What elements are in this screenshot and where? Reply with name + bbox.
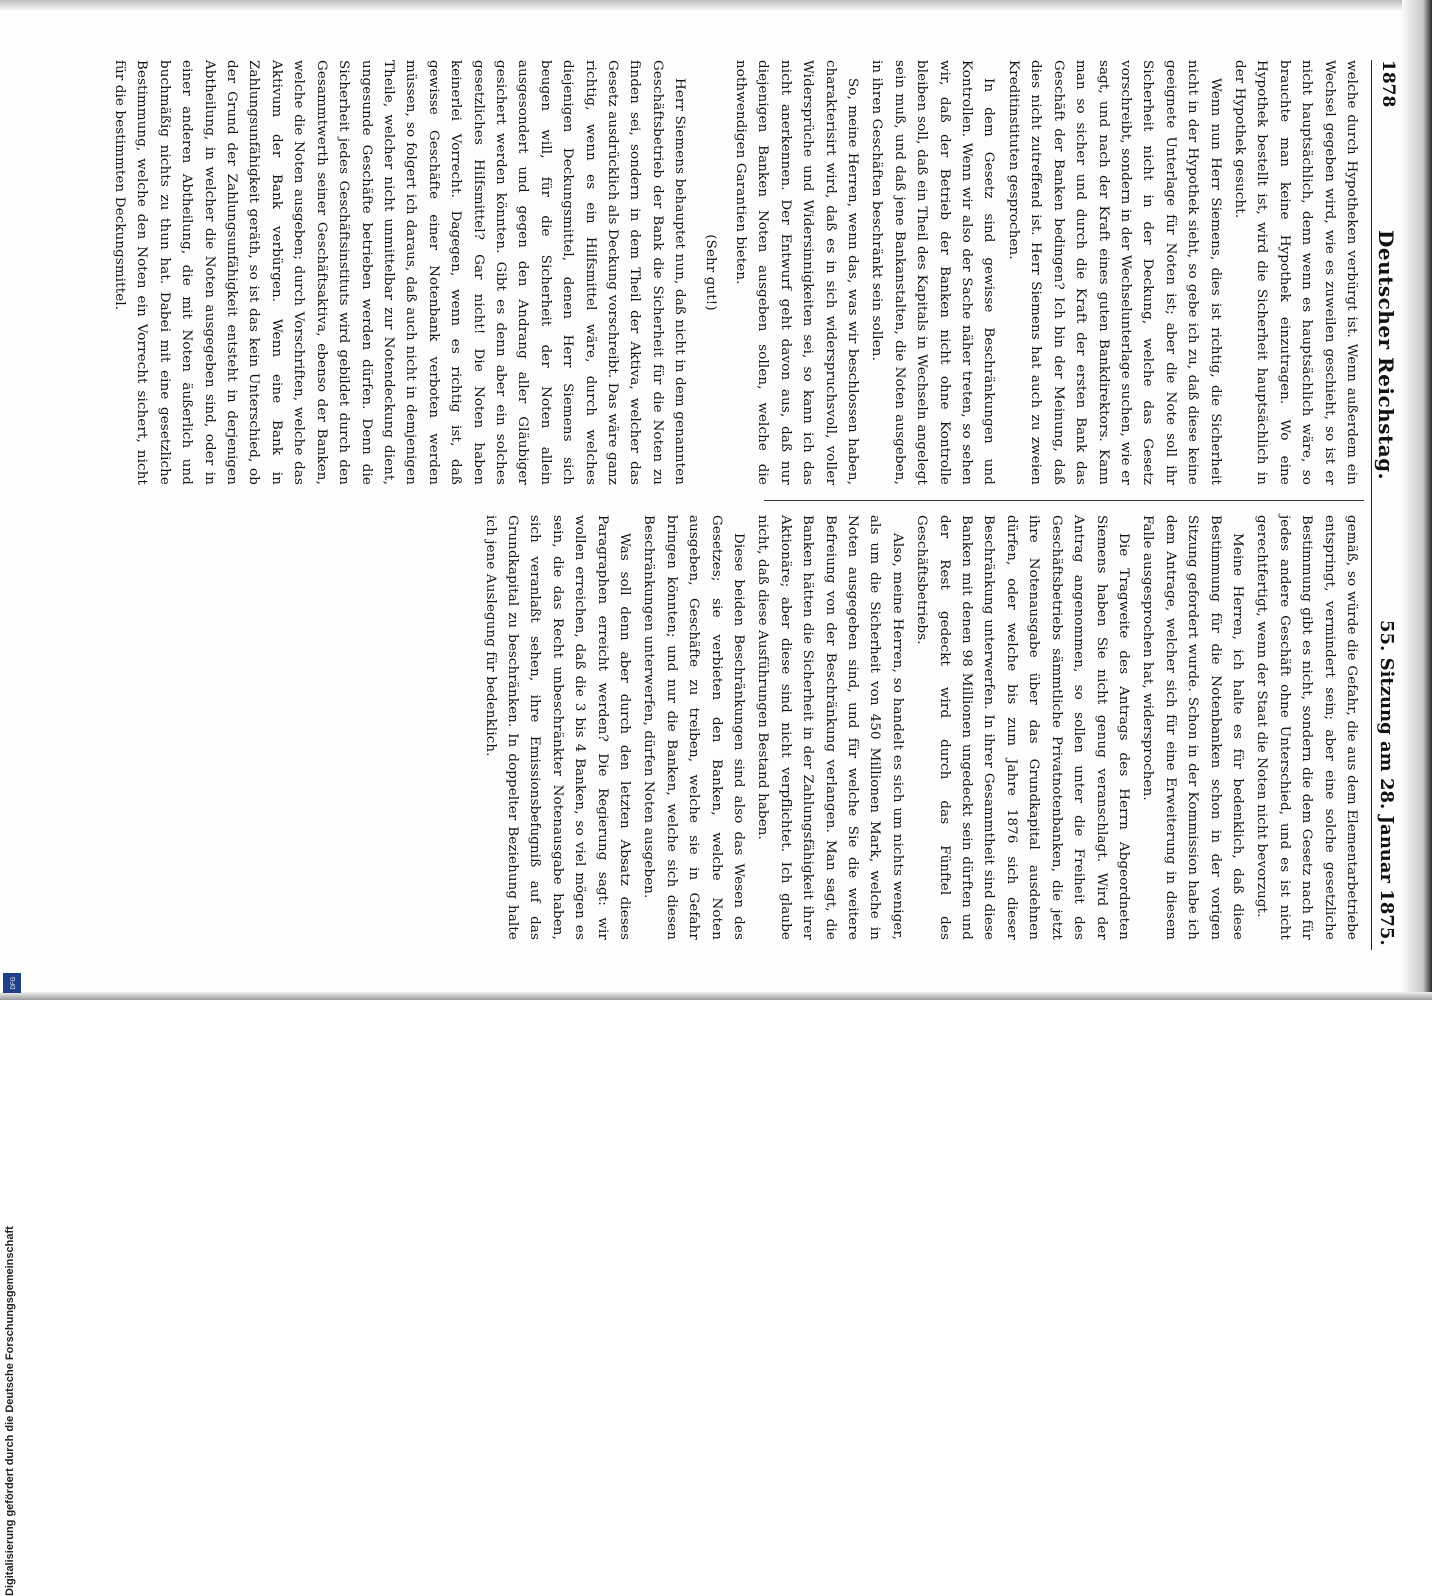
paragraph: Meine Herren, ich halte es für bedenklich, daß diese Bestimmung für die Notenbanken schon in der vorigen Sitzung gefordert wurde. Schon in der Kommission habe ich dem Antrage, welcher sich für eine Erweiterung in diesem Falle ausgesprochen hat, widersprochen.: [1140, 515, 1245, 940]
paragraph: Herr Siemens behauptet nun, daß nicht in dem genannten Geschäftsbetrieb der Bank die Sicherheit für die Noten zu finden sei, sondern in dem Theil der Aktiva, welcher das Gesetz ausdrücklich als Deckung vorschreibt. Das wäre ganz richtig, wenn es ein Hilfsmittel wäre, durch welches diejenigen Deckungsmittel, denen Herr Siemens sich beugen will, für die Sicherheit der Noten allein ausgesondert und gegen den Andrang aller Gläubiger gesichert werden könnten. Gibt es denn aber ein solches gesetzliches Hilfsmittel? Gar nicht! Die Noten haben keinerlei Vorrecht. Dagegen, wenn es richtig ist, daß gewisse Geschäfte einer Notenbank verboten werden müssen, so folgert ich daraus, daß auch nicht in demjenigen Theile, welcher nicht unmittelbar zur Notendeckung dient, ungesunde Geschäfte betrieben werden dürfen. Denn die Sicherheit jedes Geschäftsinstituts wird gebildet durch den Gesammtwerth seiner Geschäftsaktiva, ebenso der Banken, welche die Noten ausgeben; durch Vorschriften, welche das Aktivum der Bank verbürgen. Wenn eine Bank in Zahlungsunfähigkeit geräth, so ist das kein Unterschied, ob der Grund der Zahlungsunfähigkeit entsteht in derjenigen Abtheilung, in welcher die Noten ausgegeben sind, oder in einer anderen Abtheilung, die mit Noten äußerlich und buchmäßig nichts zu thun hat. Dabei mit eine gesetzliche Bestimmung, welche den Noten ein Vorrecht sichert, nicht für die bestimmten Deckungsmittel.: [112, 60, 688, 485]
page-title: Deutscher Reichstag.: [1374, 230, 1398, 481]
paragraph: Was soll denn aber durch den letzten Absatz dieses Paragraphen erreicht werden? Die Regierung sagt: wir wollen erreichen, daß die 3 bis 4 Banken, so viel mögen es sein, die das Recht unbeschränkter Notenausgabe haben, sich veranlaßt sehen, ihre Emissionsbefugniß auf das Grundkapital zu beschränken. In doppelter Beziehung halte ich jene Auslegung für bedenklich.: [482, 515, 632, 940]
footer-band: [0, 600, 36, 1596]
page-header: [1371, 60, 1400, 950]
rotated-document: [110, 60, 1400, 950]
page-number: 1878: [1378, 60, 1398, 108]
digitization-credit: Digitalisierung gefördert durch die Deutsche Forschungsgemeinschaft: [4, 1226, 16, 1596]
paragraph: Also, meine Herren, so handelt es sich um nichts weniger, als um die Sicherheit von 450 Millionen Mark, welche in Noten ausgegeben sind, und für welche Sie die weitere Befreiung von der Beschränkung verlangen. Man sagt, die Banken hätten die Sicherheit in der Zahlungsfähigkeit ihrer Aktionäre; aber diese sind nicht verpflichtet. Ich glaube nicht, daß diese Ausführungen Bestand haben.: [755, 515, 905, 940]
paragraph: In dem Gesetz sind gewisse Beschränkungen und Kontrollen. Wenn wir also der Sache näher treten, so sehen wir, daß der Betrieb der Banken nicht ohne Kontrolle bleiben soll, daß ein Theil des Kapitals in Wechseln angelegt sein muß, und daß jene Bankanstalten, die Noten ausgeben, in ihren Geschäften beschränkt sein sollen.: [869, 60, 997, 485]
paragraph: Diese beiden Beschränkungen sind also das Wesen des Gesetzes; sie verbieten den Banken, welche Noten ausgeben, Geschäfte zu treiben, welche sie in Gefahr bringen könnten; und nur die Banken, welche sich diesen Beschränkungen unterwerfen, dürfen Noten ausgeben.: [641, 515, 747, 940]
column-divider: [764, 500, 1364, 501]
applause-note: (Sehr gut!): [702, 234, 718, 311]
scan-edge-bottom: [0, 992, 1432, 1000]
paragraph: gemäß, so würde die Gefahr, die aus dem Elementarbetriebe entspringt, vermindert sein; aber eine solche gesetzliche Bestimmung gibt es nicht, sondern die dem Gesetz nach für jedes andere Geschäft ohne Unterschied, und es ist nicht gerechtfertigt, wenn der Staat die Noten nicht bevorzugt.: [1254, 515, 1359, 940]
right-column: [476, 515, 1362, 940]
scan-edge-top: [0, 0, 1432, 10]
dfg-logo-icon: [2, 972, 22, 994]
paragraph: Die Tragweite des Antrags des Herrn Abgeordneten Siemens haben Sie nicht genug veranschlagt. Wird der Antrag angenommen, so sollen unter die Freiheit des Geschäftsbetriebs sämmtliche Privatnotenbanken, die jetzt ihre Notenausgabe über das Grundkapital ausdehnen dürfen, oder welche bis zum Jahre 1876 sich dieser Beschränkung unterwerfen. In ihrer Gesammtheit sind diese Banken mit denen 98 Millionen ungedeckt sein dürften und der Rest gedeckt wird durch das Fünftel des Geschäftsbetriebs.: [914, 515, 1131, 940]
paragraph: Wenn nun Herr Siemens, dies ist richtig, die Sicherheit nicht in der Hypothek sieht, so gebe ich zu, daß diese keine geeignete Unterlage für Noten ist; aber die Note soll ihr Sicherheit nicht in der Deckung, welche das Gesetz vorschreibt, sondern in der Wechselunterlage suchen, wie er sagt, und nach der Kraft eines guten Bankdirektors. Kann man so sicher und durch die Kraft der ersten Bank das Geschäft der Banken bedingen? Ich bin der Meinung, daß dies nicht zutreffend ist. Herr Siemens hat auch zu zweien Kreditinstituten gesprochen.: [1005, 60, 1223, 485]
left-column: [106, 60, 1362, 485]
session-info: 55. Sitzung am 28. Januar 1875.: [1376, 620, 1397, 946]
paragraph: welche durch Hypotheken verbürgt ist. Wenn außerdem ein Wechsel gegeben wird, wie es zuweilen geschieht, so ist er nicht hauptsächlich, denn wenn es hauptsächlich wäre, so brauchte man keine Hypothek einzutragen. Wo eine Hypothek bestellt ist, wird die Sicherheit hauptsächlich in der Hypothek gesucht.: [1231, 60, 1359, 485]
scan-edge-right: [1402, 0, 1432, 1000]
paragraph: So, meine Herren, wenn das, was wir beschlossen haben, charakterisirt wird, daß es in sich widerspruchsvoll, voller Widersprüche und Widersinnigkeiten sei, so kann ich das nicht anerkennen. Der Entwurf geht davon aus, daß nur diejenigen Banken Noten ausgeben sollen, welche die nothwendigen Garantien bieten.: [733, 60, 861, 485]
svg-text:DFG: DFG: [11, 976, 17, 990]
